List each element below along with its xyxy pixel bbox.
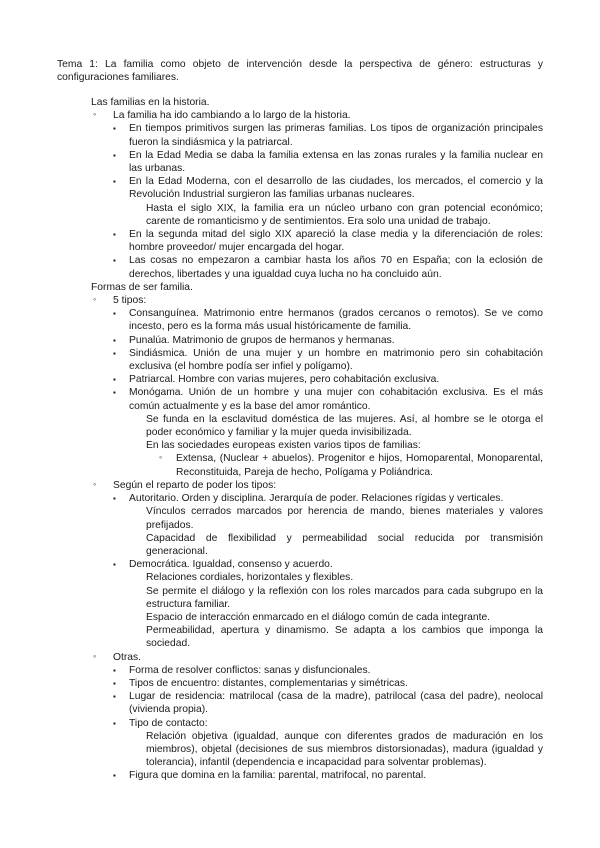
list-item: ◦ Extensa, (Nuclear + abuelos). Progenitor e hijos, Homoparental, Monoparental, Reconstituida, Pareja de hecho, Polígama y Poliándrica.	[159, 452, 543, 478]
heading-historia: Las familias en la historia.	[91, 97, 210, 108]
list-item: ▪ Las cosas no empezaron a cambiar hasta los años 70 en España; con la eclosión de derechos, libertades y una igualdad cuya lucha no ha concluido aún.	[113, 255, 543, 280]
paragraph: Relaciones cordiales, horizontales y flexibles.	[146, 572, 354, 584]
square-bullet-icon: ▪	[113, 692, 116, 702]
square-bullet-icon: ▪	[113, 678, 116, 688]
paragraph: Se funda en la esclavitud doméstica de las mujeres. Así, al hombre se le otorga el poder económico y familiar y la mujer queda invisibilizada.	[146, 413, 543, 439]
list-item: ▪ En la Edad Media se daba la familia extensa en las zonas rurales y la familia nuclear en las urbanas.	[113, 149, 543, 175]
paragraph: Capacidad de flexibilidad y permeabilidad social reducida por transmisión generacional.	[146, 532, 543, 557]
list-item: ▪ Patriarcal. Hombre con varias mujeres, pero cohabitación exclusiva.	[113, 374, 440, 386]
square-bullet-icon: ▪	[113, 150, 116, 160]
list-item: ◦ Otras.	[93, 650, 142, 663]
square-bullet-icon: ▪	[113, 256, 116, 266]
list-item: ▪ Democrática. Igualdad, consenso y acuerdo.	[113, 559, 333, 571]
square-bullet-icon: ▪	[113, 230, 116, 240]
heading-formas: Formas de ser familia.	[91, 281, 193, 293]
paragraph: Permeabilidad, apertura y dinamismo. Se adapta a los cambios que imponga la sociedad.	[146, 625, 543, 650]
document-title: Tema 1: La familia como objeto de intervención desde la perspectiva de género: estructuras y configuraciones familiares.	[57, 59, 543, 84]
square-bullet-icon: ▪	[113, 560, 116, 570]
circle-bullet-icon: ◦	[93, 109, 97, 120]
circle-bullet-icon: ◦	[159, 452, 163, 463]
square-bullet-icon: ▪	[113, 771, 116, 781]
list-item: ▪ Autoritario. Orden y disciplina. Jerarquía de poder. Relaciones rígidas y verticales.	[113, 493, 504, 505]
list-item: ◦ Según el reparto de poder los tipos:	[93, 478, 277, 491]
paragraph: Relación objetiva (igualdad, aunque con diferentes grados de maduración en los miembros), objetal (decisiones de sus miembros distorsionadas), madura (igualdad y tolerancia), infantil (dependencia e incapacidad para solventar problemas).	[146, 730, 543, 769]
list-item: ▪ Tipo de contacto:	[113, 717, 208, 729]
paragraph: Espacio de interacción enmarcado en el diálogo común de cada integrante.	[146, 611, 491, 623]
list-item: ▪ Monógama. Unión de un hombre y una mujer con cohabitación exclusiva. Es el más común actualmente y es la base del amor romántico.	[113, 387, 543, 412]
list-item: ▪ En la Edad Moderna, con el desarrollo de las ciudades, los mercados, el comercio y la Revolución Industrial surgieron las familias urbanas nucleares.	[113, 176, 543, 201]
list-item: ▪ En tiempos primitivos surgen las primeras familias. Los tipos de organización principales fueron la sindiásmica y la patriarcal.	[113, 123, 543, 148]
paragraph: Hasta el siglo XIX, la familia era un núcleo urbano con gran potencial económico; carente de romanticismo y de sentimientos. Era solo una unidad de trabajo.	[146, 202, 543, 227]
list-item: ▪ Punalúa. Matrimonio de grupos de hermanos y hermanas.	[113, 334, 395, 346]
square-bullet-icon: ▪	[113, 494, 116, 504]
list-item: ◦ 5 tipos:	[93, 294, 147, 307]
list-item: ▪ En la segunda mitad del siglo XIX apareció la clase media y la diferenciación de roles: hombre proveedor/ mujer encargada del hogar.	[113, 229, 543, 254]
circle-bullet-icon: ◦	[93, 650, 97, 661]
paragraph: Se permite el diálogo y la reflexión con los roles marcados para cada subgrupo en la estructura familiar.	[146, 585, 543, 610]
square-bullet-icon: ▪	[113, 335, 116, 345]
list-item: ▪ Forma de resolver conflictos: sanas y disfuncionales.	[113, 664, 371, 676]
square-bullet-icon: ▪	[113, 375, 116, 385]
paragraph: En las sociedades europeas existen varios tipos de familias:	[146, 440, 421, 452]
document-body	[91, 96, 543, 783]
circle-bullet-icon: ◦	[93, 478, 97, 489]
square-bullet-icon: ▪	[113, 388, 116, 398]
list-item: ▪ Tipos de encuentro: distantes, complementarias y simétricas.	[113, 677, 408, 689]
paragraph: Vínculos cerrados marcados por herencia de mando, bienes materiales y valores prefijados.	[146, 506, 543, 531]
square-bullet-icon: ▪	[113, 124, 116, 134]
list-item: ▪ Lugar de residencia: matrilocal (casa de la madre), patrilocal (casa del padre), neolocal (vivienda propia).	[113, 691, 543, 716]
list-item: ▪ Sindiásmica. Unión de una mujer y un hombre en matrimonio pero sin cohabitación exclusiva (el hombre podía ser infiel y polígamo).	[113, 347, 543, 373]
list-item: ◦ La familia ha ido cambiando a lo largo de la historia.	[93, 109, 351, 122]
square-bullet-icon: ▪	[113, 177, 116, 187]
list-item: ▪ Consanguínea. Matrimonio entre hermanos (grados cercanos o remotos). Se ve como incesto, pero es la forma más usual históricamente de familia.	[113, 308, 543, 333]
list-item: ▪ Figura que domina en la familia: parental, matrifocal, no parental.	[113, 770, 427, 782]
square-bullet-icon: ▪	[113, 718, 116, 728]
circle-bullet-icon: ◦	[93, 294, 97, 305]
square-bullet-icon: ▪	[113, 309, 116, 319]
square-bullet-icon: ▪	[113, 348, 116, 358]
square-bullet-icon: ▪	[113, 665, 116, 675]
